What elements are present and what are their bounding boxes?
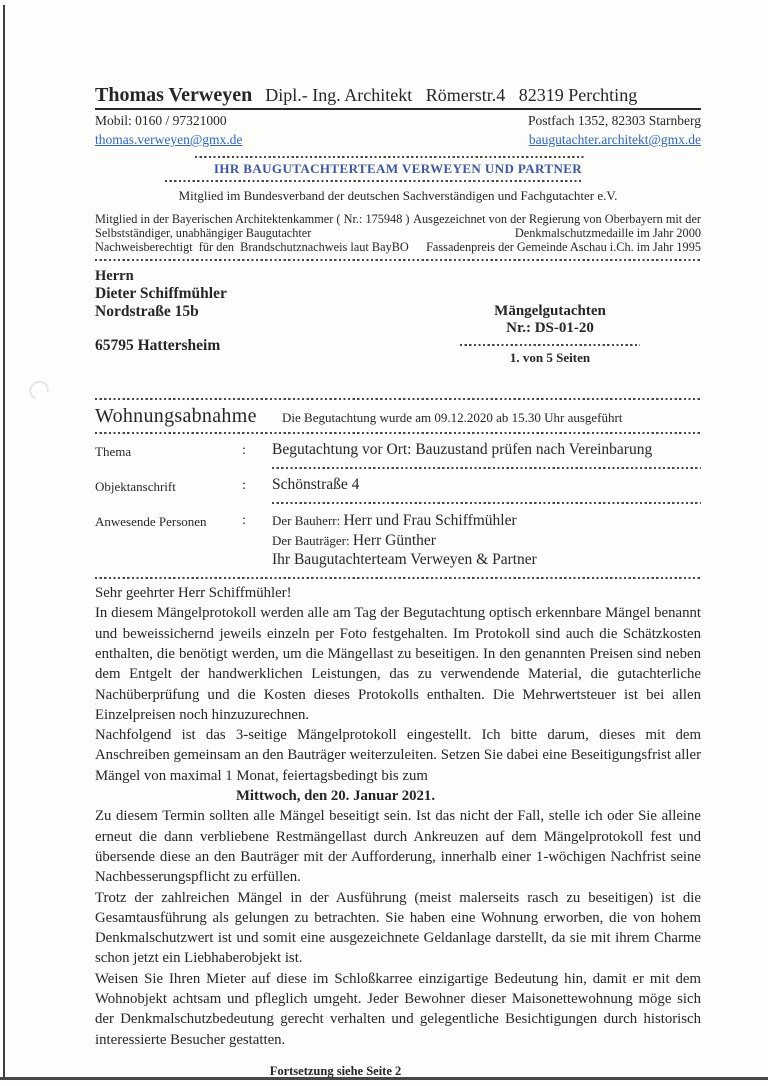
attendees-list [272,511,701,570]
email-personal-link[interactable]: thomas.verweyen@gmx.de [95,132,243,147]
paragraph-1: In diesem Mängelprotokoll werden alle am Tag der Begutachtung optisch erkennbare Mängel benannt und beweissichernd jeweils einzeln per Foto festgehalten. Im Protokoll sind auch die Schätzkosten enthalten, die benötigt werden, um die Mängellast zu beseitigen. In den genannten Preisen sind neben dem Entgelt der handwerklichen Leistungen, das zu verwendende Material, die gutachterliche Nachüberprüfung und die Kosten dieses Protokolls enthalten. Die Mehrwertsteuer ist bei allen Einzelpreisen noch hinzuzurechnen. [95,605,701,723]
recipient-name: Dieter Schiffmühler [95,285,227,302]
attendee-name: Ihr Baugutachterteam Verweyen & Partner [272,551,537,569]
recipient-city: 65795 Hattersheim [95,337,221,354]
letterhead-name: Thomas Verweyen [95,84,253,106]
thema-colon: : [242,443,246,458]
team-banner: IHR BAUGUTACHTERTEAM VERWEYEN UND PARTNER [213,161,583,176]
inspection-type-row [95,400,701,432]
credentials-block [95,212,410,254]
report-page-count: 1. von 5 Seiten [509,350,591,365]
objektanschrift-value: Schönstraße 4 [272,476,360,493]
dashed-divider [460,344,640,346]
report-number: Nr.: DS-01-20 [506,320,594,336]
thema-label: Thema [95,444,132,459]
continuation-note: Fortsetzung siehe Seite 2 [269,1063,402,1078]
credential-line-1: Mitglied in der Bayerischen Architektenkammer ( Nr.: 175948 ) [95,212,410,226]
award-line-3: Fassadenpreis der Gemeinde Aschau i.Ch. im Jahr 1995 [426,240,701,254]
dashed-divider [165,180,582,182]
paragraph-2: Nachfolgend ist das 3-seitige Mängelprotokoll eingestellt. Ich bitte darum, dieses mit dem Anschreiben gemeinsam an den Bauträger weiterzuleiten. Setzen Sie dabei eine Beseitigungsfrist aller Mängel von maximal 1 Monat, feiertagsbedingt bis zum [95,727,701,784]
association-membership-line: Mitglied im Bundesverband der deutschen Sachverständigen und Fachgutachter e.V. [178,188,618,203]
greeting-line: Sehr geehrter Herr Schiffmühler! [95,585,292,602]
award-line-1: Ausgezeichnet von der Regierung von Oberbayern mit der [413,212,701,226]
recipient-salutation: Herrn [95,268,134,284]
credential-line-2: Selbstständiger, unabhängiger Baugutachter [95,226,312,240]
report-title: Mängelgutachten [494,303,606,319]
attendees-row [95,504,701,577]
attendees-colon: : [242,513,246,528]
attendee-role-label: Der Bauherr: [272,513,344,528]
dashed-divider [95,259,701,261]
attendee-name: Herr und Frau Schiffmühler [343,512,517,529]
attendee-surveyor-line [272,550,701,570]
letterhead-title-line [95,84,701,110]
attendee-builder-line [272,511,701,531]
letterhead-profession-address: Dipl.- Ing. Architekt Römerstr.4 82319 Perchting [265,85,638,105]
letter-page [95,0,701,1081]
dashed-divider [195,156,585,158]
paragraph-4: Trotz der zahlreichen Mängel in der Ausführung (meist malerseits rasch zu beseitigen) ist die Gesamtausführung als gelungen zu betrachten. Sie haben eine Wohnung erworben, die von hohem Denkmalschutzwert ist und somit eine ausgezeichnete Geldanlage darstellt, da sie mit ihrem Charme schon jetzt ein Liebhaberobjekt ist. [95,889,701,967]
credential-line-3: Nachweisberechtigt für den Brandschutznachweis laut BayBO [95,240,409,254]
objektanschrift-colon: : [242,478,246,493]
thema-row [95,434,701,467]
objektanschrift-label: Objektanschrift [95,479,176,494]
awards-block [413,212,701,254]
attendee-name: Herr Günther [352,531,436,549]
dashed-divider [95,577,701,579]
attendee-developer-line [272,531,701,551]
attendees-label: Anwesende Personen [95,514,207,529]
award-line-2: Denkmalschutzmedaille im Jahr 2000 [514,226,701,240]
report-reference-box [455,303,645,366]
thema-value: Begutachtung vor Ort: Bauzustand prüfen nach Vereinbarung [272,441,653,458]
recipient-street: Nordstraße 15b [95,302,199,320]
objektanschrift-row [95,469,701,502]
deadline-line: Mittwoch, den 20. Januar 2021. [235,788,436,805]
inspection-date-note: Die Begutachtung wurde am 09.12.2020 ab 15.30 Uhr ausgeführt [282,410,623,425]
postbox-address: Postfach 1352, 82303 Starnberg [528,113,701,128]
scan-page-left-edge [3,5,5,1080]
paragraph-5: Weisen Sie Ihren Mieter auf diese im Schloßkarree einzigartige Bedeutung hin, damit er mit dem Wohnobjekt achtsam und pfleglich umgeht. Jeder Bewohner dieser Maisonettewohnung möge sich der Denkmalschutzbedeutung gerecht verhalten und gelegentliche Besichtigungen durch historisch interessierte Besucher gestatten. [95,970,701,1048]
letter-body [95,583,701,1081]
paragraph-3: Zu diesem Termin sollten alle Mängel beseitigt sein. Ist das nicht der Fall, stelle ich oder Sie alleine erneut die dann verbliebene Restmängellast durch Ankreuzen auf dem Mängelprotokoll fest und übersende diese an den Bauträger mit der Aufforderung, innerhalb einer 1-wöchigen Nachfrist seine Nachbesserungspflicht zu erfüllen. [95,808,701,886]
mobile-number: Mobil: 0160 / 97321000 [95,113,227,128]
email-office-link[interactable]: baugutachter.architekt@gmx.de [528,132,701,147]
attendee-role-label: Der Bauträger: [272,532,353,548]
scan-smudge-artifact [26,378,52,403]
inspection-type-label: Wohnungsabnahme [95,405,257,427]
